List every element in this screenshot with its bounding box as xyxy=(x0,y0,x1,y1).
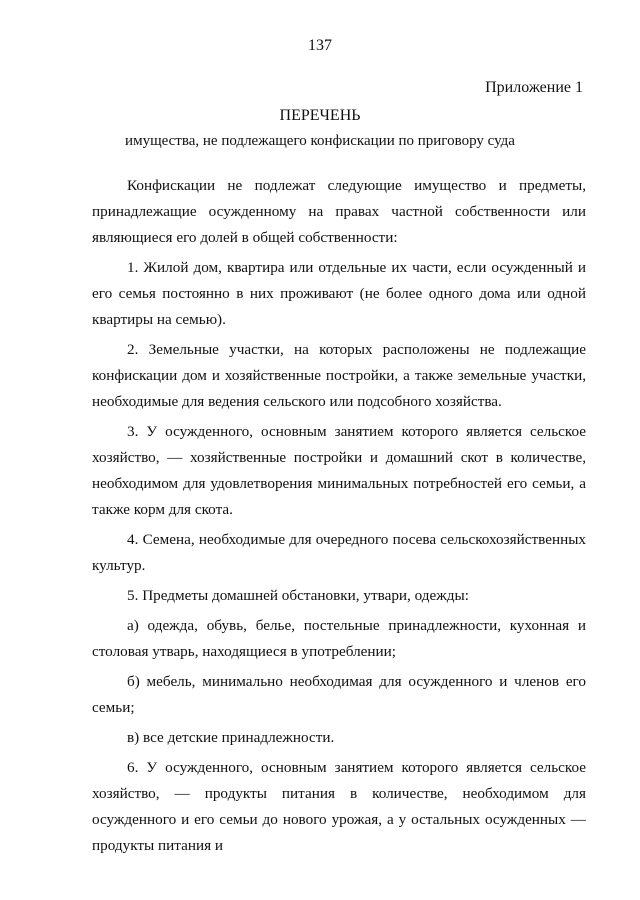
item-5-paragraph: 5. Предметы домашней обстановки, утвари, одежды: xyxy=(127,587,469,604)
item-5c-paragraph: в) все детские принадлежности. xyxy=(127,729,335,746)
item-6-paragraph: 6. У осужденного, основным занятием которого является сельское хозяйство, — продукты питания в количестве, необходимом для осужденного и его семьи до нового урожая, а у остальных осужденных — продукты питания и xyxy=(92,759,586,854)
document-subtitle: имущества, не подлежащего конфискации по приговору суда xyxy=(125,133,515,149)
appendix-label: Приложение 1 xyxy=(485,79,583,96)
item-2-paragraph: 2. Земельные участки, на которых расположены не подлежащие конфискации дом и хозяйственные постройки, а также земельные участки, необходимые для ведения сельского или подсобного хозяйства. xyxy=(92,341,586,410)
item-3-paragraph: 3. У осужденного, основным занятием которого является сельское хозяйство, — хозяйственные постройки и домашний скот в количестве, необходимом для удовлетворения минимальных потребностей его семьи, а также корм для скота. xyxy=(92,423,586,518)
item-5a-paragraph: а) одежда, обувь, белье, постельные принадлежности, кухонная и столовая утварь, находящиеся в употреблении; xyxy=(92,617,586,660)
intro-paragraph: Конфискации не подлежат следующие имущество и предметы, принадлежащие осужденному на правах частной собственности или являющиеся его долей в общей собственности: xyxy=(92,177,586,246)
document-body xyxy=(92,173,586,863)
document-title: ПЕРЕЧЕНЬ xyxy=(279,107,361,124)
item-5b-paragraph: б) мебель, минимально необходимая для осужденного и членов его семьи; xyxy=(92,673,586,716)
page-number: 137 xyxy=(308,37,332,54)
item-1-paragraph: 1. Жилой дом, квартира или отдельные их части, если осужденный и его семья постоянно в них проживают (не более одного дома или одной квартиры на семью). xyxy=(92,259,586,328)
item-4-paragraph: 4. Семена, необходимые для очередного посева сельскохозяйственных культур. xyxy=(92,531,586,574)
